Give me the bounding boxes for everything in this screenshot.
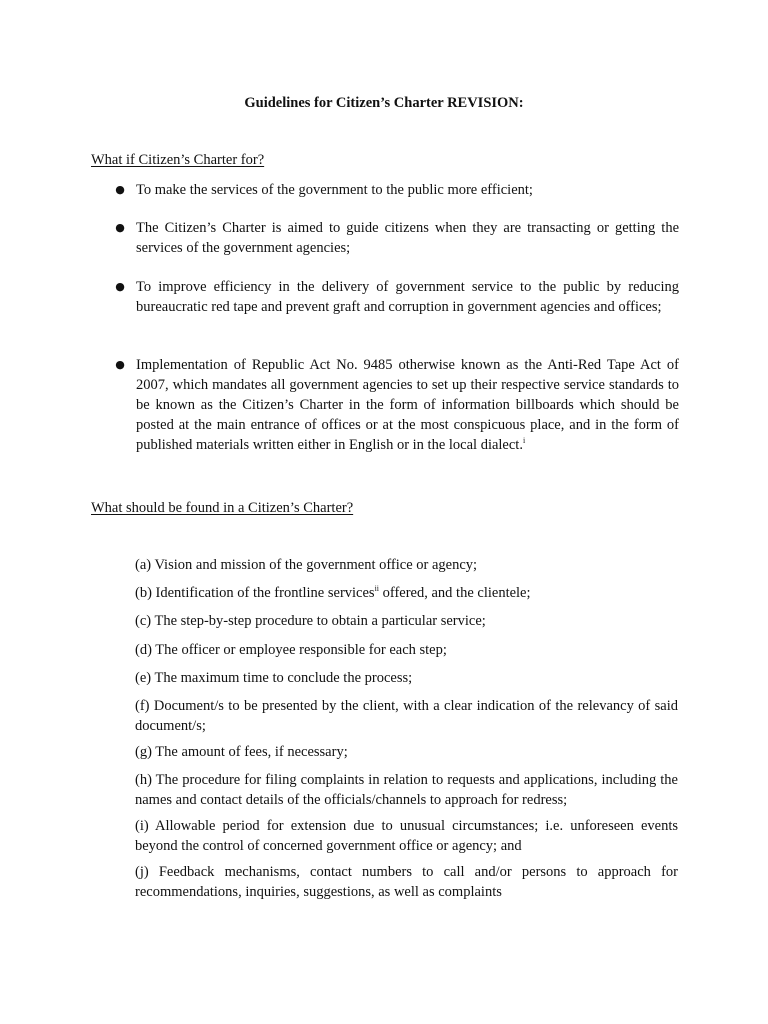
list-item-text: (b) Identification of the frontline services [135, 585, 375, 601]
list-item-b [135, 583, 678, 603]
section-heading-purpose: What if Citizen’s Charter for? [91, 152, 265, 168]
bullet-icon: ● [115, 280, 125, 293]
list-item-e: (e) The maximum time to conclude the process; [135, 670, 413, 686]
bullet-text: The Citizen’s Charter is aimed to guide citizens when they are transacting or getting the services of the government agencies; [136, 220, 679, 256]
bullet-icon: ● [115, 183, 125, 196]
list-item-g: (g) The amount of fees, if necessary; [135, 744, 348, 760]
list-item-d: (d) The officer or employee responsible for each step; [135, 642, 447, 658]
bullet-icon: ● [115, 358, 125, 371]
list-item-text: offered, and the clientele; [379, 585, 531, 601]
list-item-i: (i) Allowable period for extension due to unusual circumstances; i.e. unforeseen events beyond the control of concerned government office or agency; and [135, 818, 678, 854]
bullet-text: To improve efficiency in the delivery of government service to the public by reducing bureaucratic red tape and prevent graft and corruption in government agencies and offices; [136, 279, 679, 315]
bullet-text [136, 355, 679, 455]
list-item-a: (a) Vision and mission of the government office or agency; [135, 557, 478, 573]
list-item-j: (j) Feedback mechanisms, contact numbers to call and/or persons to approach for recommendations, inquiries, suggestions, as well as complaints [135, 864, 678, 900]
section-heading-contents: What should be found in a Citizen’s Charter? [91, 500, 354, 516]
bullet-icon: ● [115, 221, 125, 234]
list-item-f: (f) Document/s to be presented by the client, with a clear indication of the relevancy of said document/s; [135, 698, 678, 734]
footnote-marker: i [522, 436, 526, 445]
list-item-c: (c) The step-by-step procedure to obtain a particular service; [135, 613, 486, 629]
bullet-text-body: Implementation of Republic Act No. 9485 otherwise known as the Anti-Red Tape Act of 2007, which mandates all government agencies to set up their respective service standards to be known as the Citizen’s Charter in the form of information billboards which should be posted at the main entrance of offices or at the most conspicuous place, and in the form of published materials written either in English or in the local dialect. [136, 357, 679, 453]
document-title: Guidelines for Citizen’s Charter REVISION: [244, 95, 524, 111]
list-item-h: (h) The procedure for filing complaints in relation to requests and applications, including the names and contact details of the officials/channels to approach for redress; [135, 772, 678, 808]
footnote-marker: ii [374, 584, 380, 593]
bullet-text: To make the services of the government to the public more efficient; [136, 182, 533, 198]
